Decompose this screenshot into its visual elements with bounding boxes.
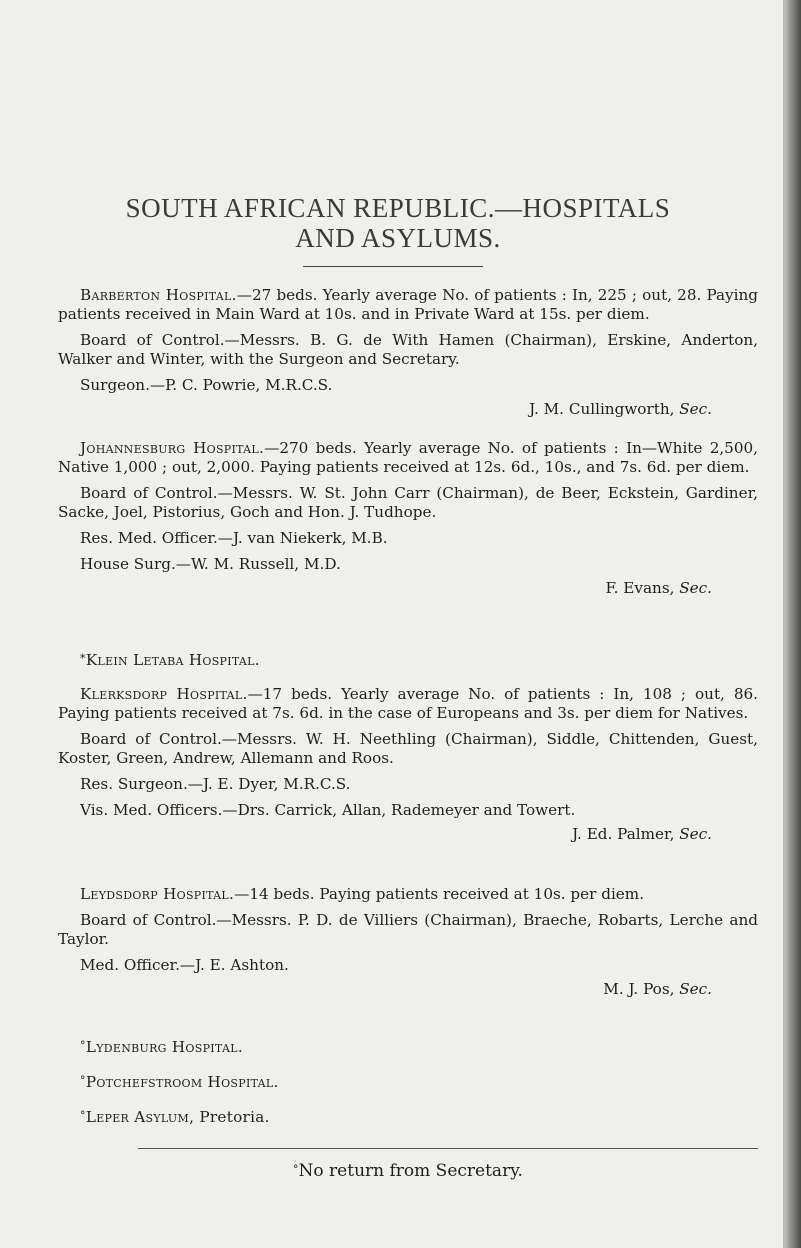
entry-potchefstroom — [80, 1071, 279, 1092]
title-line-1: SOUTH AFRICAN REPUBLIC.—HOSPITALS — [125, 193, 671, 223]
footnote — [58, 1160, 758, 1181]
hospital-description: —17 beds. Yearly average No. of patients : In, 108 ; out, 86. Paying patients received at 7s. 6d. in the case of Europeans and 3s. per diem for Natives. — [58, 685, 759, 722]
footnote-marker: ° — [293, 1163, 299, 1176]
page-edge — [783, 0, 801, 1248]
footnote-text: No return from Secretary. — [298, 1161, 523, 1181]
hospital-name: Johannesburg Hospital. — [80, 439, 265, 457]
secretary-label: Sec. — [679, 980, 712, 998]
secretary — [58, 579, 758, 598]
res-med-officer: Res. Med. Officer.—J. van Niekerk, M.B. — [80, 529, 388, 547]
board-of-control: Board of Control.—Messrs. W. H. Neethling (Chairman), Siddle, Chittenden, Guest, Koster, Green, Andrew, Allemann and Roos. — [58, 730, 758, 767]
entry-johannesburg — [58, 439, 758, 598]
asylum-name: Leper Asylum, — [85, 1108, 195, 1126]
entry-klerksdorp — [58, 685, 758, 844]
entry-leper-asylum — [80, 1106, 270, 1127]
secretary — [58, 825, 758, 844]
title-line-2: AND ASYLUMS. — [295, 223, 501, 253]
hospital-description: —27 beds. Yearly average No. of patients : In, 225 ; out, 28. Paying patients received in Main Ward at 10s. and in Private Ward at 15s. per diem. — [58, 286, 758, 323]
board-of-control: Board of Control.—Messrs. W. St. John Carr (Chairman), de Beer, Eckstein, Gardiner, Sacke, Joel, Pistorius, Goch and Hon. J. Tudhope. — [58, 484, 758, 521]
hospital-name: Klein Letaba Hospital. — [85, 651, 260, 669]
hospital-name: Leydsdorp Hospital. — [80, 885, 235, 903]
board-of-control: Board of Control.—Messrs. B. G. de With Hamen (Chairman), Erskine, Anderton, Walker and Winter, with the Surgeon and Secretary. — [58, 331, 758, 368]
hospital-description: —14 beds. Paying patients received at 10s. per diem. — [234, 885, 645, 903]
entry-lydenburg — [80, 1036, 243, 1057]
secretary-name: J. M. Cullingworth, — [529, 400, 675, 418]
entry-leydsdorp — [58, 885, 758, 999]
hospital-name: Barberton Hospital. — [80, 286, 237, 304]
secretary — [58, 980, 758, 999]
entry-klein-letaba — [80, 649, 260, 670]
entry-barberton — [58, 286, 758, 419]
secretary-label: Sec. — [679, 825, 712, 843]
secretary-name: J. Ed. Palmer, — [572, 825, 675, 843]
vis-med-officers: Vis. Med. Officers.—Drs. Carrick, Allan, Rademeyer and Towert. — [80, 801, 576, 819]
house-surgeon: House Surg.—W. M. Russell, M.D. — [80, 555, 341, 573]
asylum-location: Pretoria. — [194, 1108, 270, 1126]
hospital-name: Lydenburg Hospital. — [85, 1038, 243, 1056]
surgeon: Surgeon.—P. C. Powrie, M.R.C.S. — [80, 376, 333, 394]
page-title — [78, 193, 718, 253]
hospital-name: Klerksdorp Hospital. — [80, 685, 248, 703]
res-surgeon: Res. Surgeon.—J. E. Dyer, M.R.C.S. — [80, 775, 351, 793]
hospital-name: Potchefstroom Hospital. — [85, 1073, 279, 1091]
secretary-label: Sec. — [679, 400, 712, 418]
secretary-label: Sec. — [679, 579, 712, 597]
med-officer: Med. Officer.—J. E. Ashton. — [80, 956, 289, 974]
no-return-marker: ° — [80, 1109, 86, 1122]
no-return-marker: ° — [80, 1074, 86, 1087]
board-of-control: Board of Control.—Messrs. P. D. de Villiers (Chairman), Braeche, Robarts, Lerche and Taylor. — [58, 911, 758, 948]
footnote-rule — [138, 1148, 758, 1149]
hospital-description: —270 beds. Yearly average No. of patients : In—White 2,500, Native 1,000 ; out, 2,000. Paying patients received at 12s. 6d., 10s., and 7s. 6d. per diem. — [58, 439, 758, 476]
secretary-name: F. Evans, — [605, 579, 675, 597]
secretary-name: M. J. Pos, — [603, 980, 675, 998]
no-return-marker: ° — [80, 1039, 86, 1052]
no-return-marker: * — [80, 652, 86, 665]
secretary — [58, 400, 758, 419]
title-rule — [303, 266, 483, 267]
